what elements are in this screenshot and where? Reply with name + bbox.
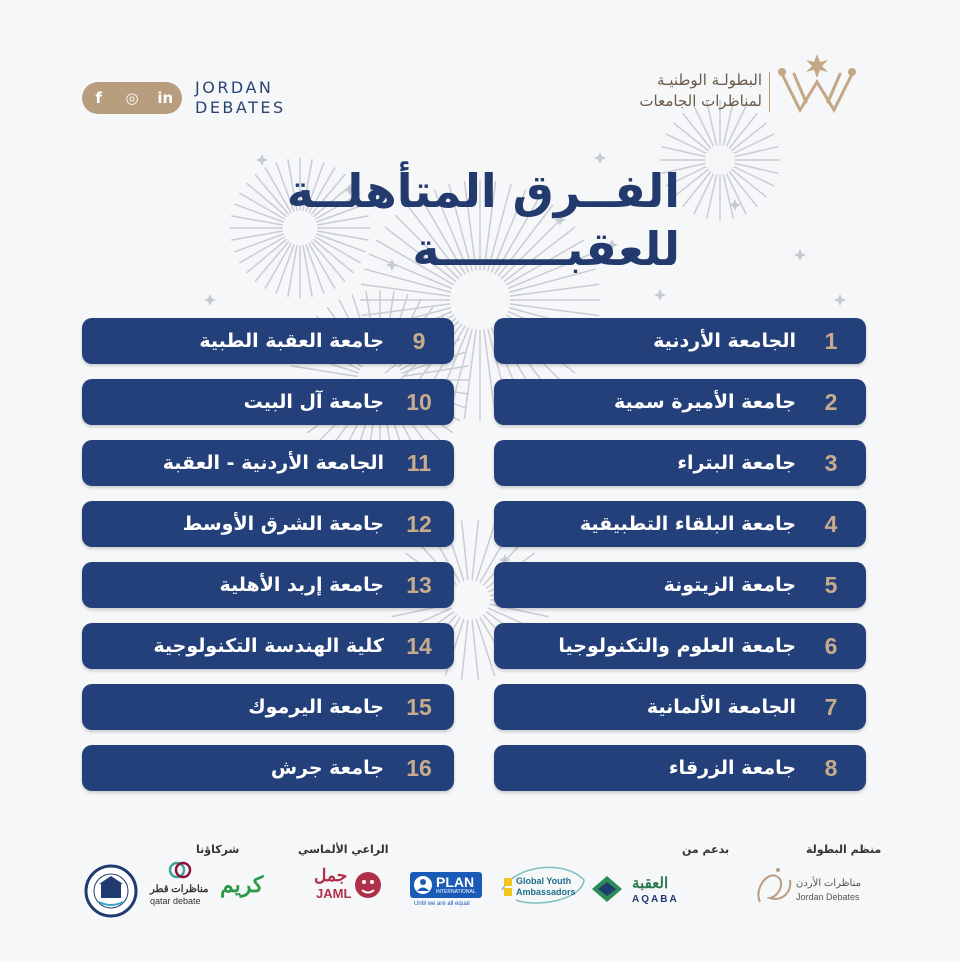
team-number: 2 [824,388,838,415]
page-title-line-2: للعقبــــــــة [412,222,680,276]
team-name: جامعة إربد الأهلية [219,574,384,596]
gya-line-2: Ambassadors [516,887,576,897]
global-youth-ambassadors-logo [496,860,588,910]
team-row-4 [494,501,866,547]
team-name: جامعة العلوم والتكنولوجيا [558,635,796,657]
team-name: جامعة الزرقاء [668,757,796,779]
team-name: الجامعة الألمانية [646,696,796,718]
team-number: 10 [406,388,432,415]
qatar-debate-emblem-icon [168,858,192,882]
plan-logo-tagline: Until we are all equal [414,901,470,907]
qatar-logo-ar: مناظرات قطر [150,884,209,895]
team-row-1 [494,318,866,364]
team-number: 5 [824,571,838,598]
championship-line-2: لمناظرات الجامعات [639,92,762,110]
team-number: 16 [406,754,432,781]
team-row-15 [82,684,454,730]
plan-logo-name: PLAN [436,874,475,890]
team-row-8 [494,745,866,791]
team-row-13 [82,562,454,608]
team-name: جامعة اليرموك [248,696,384,718]
jamal-logo-ar: جمل [314,866,348,885]
team-row-14 [82,623,454,669]
team-number: 13 [406,571,432,598]
team-name: جامعة جرش [270,757,384,779]
organizer-logo-en: Jordan Debates [796,892,860,902]
instagram-icon[interactable]: ◎ [125,89,139,107]
team-name: جامعة الأميرة سمية [614,391,796,413]
team-row-12 [82,501,454,547]
university-seal-icon [84,864,138,918]
team-name: كلية الهندسة التكنولوجية [153,635,384,657]
team-number: 1 [824,327,838,354]
team-name: جامعة الزيتونة [663,574,796,596]
team-name: جامعة البتراء [677,452,796,474]
team-number: 3 [824,449,838,476]
brand-line-2: DEBATES [195,98,286,117]
team-number: 9 [412,327,426,354]
team-number: 15 [406,693,432,720]
crown-logo-icon [772,52,862,116]
team-number: 14 [406,632,432,659]
team-row-10 [82,379,454,425]
support-label: بدعم من [682,843,730,856]
diamond-sponsor-label: الراعي الألماسي [298,843,389,856]
qatar-debate-logo [146,858,216,914]
aqaba-emblem-icon [592,876,622,902]
team-name: جامعة البلقاء التطبيقية [579,513,796,535]
team-row-2 [494,379,866,425]
gya-line-1: Global Youth [516,876,572,886]
team-number: 11 [406,449,432,476]
team-row-9 [82,318,454,364]
partners-label: شركاؤنا [196,843,240,856]
team-number: 8 [824,754,838,781]
plan-international-logo [410,872,484,912]
team-row-16 [82,745,454,791]
team-number: 12 [406,510,432,537]
header-divider [769,72,770,112]
page-title-line-1: الفــرق المتأهلــة [286,164,680,218]
team-row-6 [494,623,866,669]
kareem-logo [216,870,272,904]
aqaba-logo-ar: العقبة [632,875,669,892]
linkedin-icon[interactable]: in [157,89,174,107]
facebook-icon[interactable]: f [95,89,102,107]
team-row-3 [494,440,866,486]
team-name: الجامعة الأردنية - العقبة [162,452,384,474]
team-number: 7 [824,693,838,720]
plan-person-icon [413,875,433,895]
jordan-debates-brand [195,78,286,118]
kareem-logo-ar: كريم [220,872,264,897]
team-name: جامعة آل البيت [243,391,384,413]
organizer-logo-ar: مناظرات الأردن [796,878,861,889]
plan-logo-sub: INTERNATIONAL [436,889,476,895]
aqaba-logo [592,862,712,912]
aqaba-logo-en: AQABA [632,894,679,905]
jamal-logo [310,866,380,906]
social-links [82,82,182,114]
team-row-7 [494,684,866,730]
brand-line-1: JORDAN [195,78,274,97]
championship-name [639,70,762,112]
team-row-11 [82,440,454,486]
jamal-logo-en: JAML [316,886,352,901]
team-row-5 [494,562,866,608]
organizer-emblem-icon [752,862,796,912]
qatar-logo-en: qatar debate [150,896,201,906]
team-number: 6 [824,632,838,659]
team-name: الجامعة الأردنية [653,330,796,352]
organizer-logo [752,860,862,920]
organizer-label: منظم البطولة [806,843,882,856]
championship-line-1: البطولـة الوطنيـة [656,71,762,89]
team-name: جامعة الشرق الأوسط [182,513,384,535]
camel-mascot-icon [354,870,382,900]
team-name: جامعة العقبة الطبية [199,330,384,352]
team-number: 4 [824,510,838,537]
